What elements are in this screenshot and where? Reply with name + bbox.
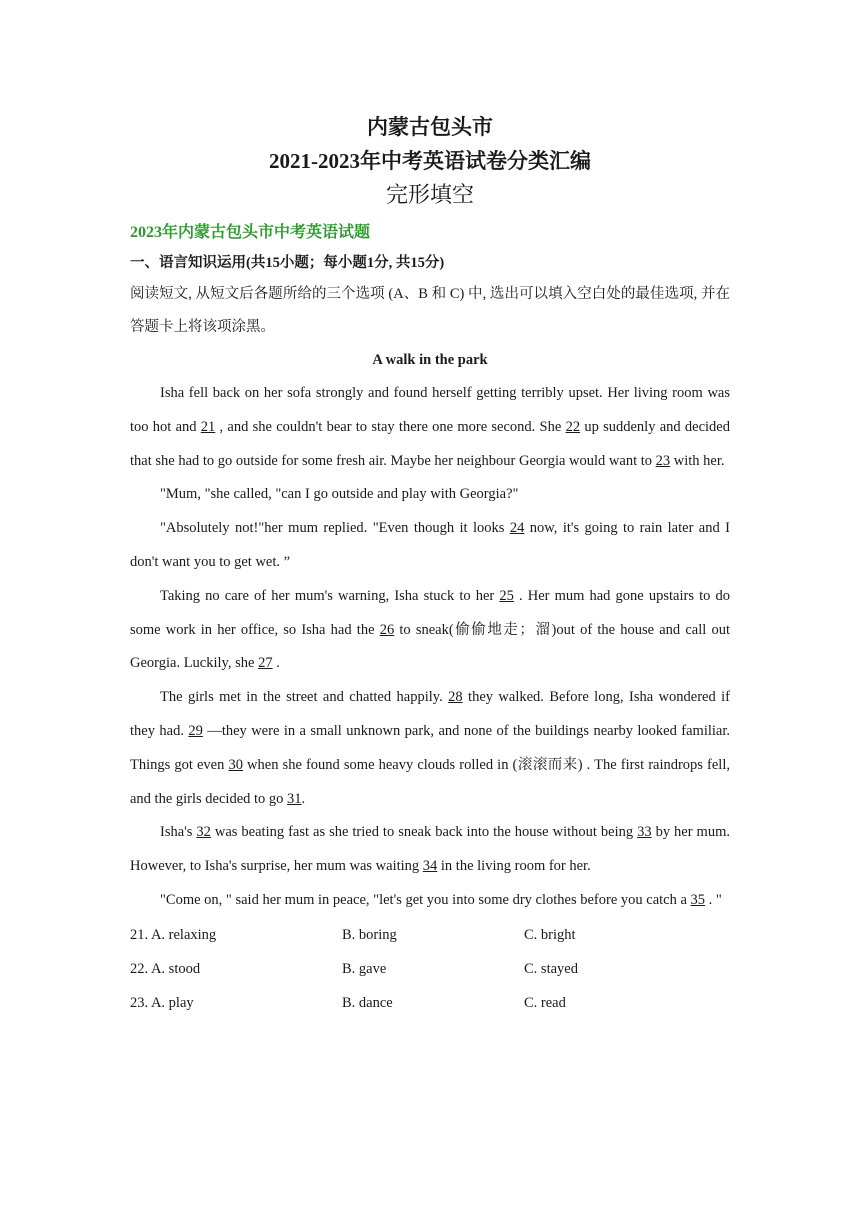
passage-title: A walk in the park bbox=[372, 352, 488, 368]
option-b: B. dance bbox=[342, 994, 393, 1011]
option-b: B. gave bbox=[342, 960, 387, 977]
text-run: . Her mum had gone upstairs to do some work in her office, so Isha had the bbox=[130, 587, 730, 638]
text-run: "Absolutely not!"her mum replied. "Even though it looks bbox=[160, 520, 510, 537]
option-row-22 bbox=[130, 952, 730, 986]
option-b: B. boring bbox=[342, 926, 397, 943]
paragraph-4 bbox=[130, 580, 730, 681]
text-run: now, it's going to rain later and I don't want you to get wet. ” bbox=[130, 520, 730, 570]
blank-25: 25 bbox=[499, 587, 514, 604]
blank-21: 21 bbox=[200, 418, 216, 435]
option-row-23 bbox=[130, 986, 730, 1020]
text-run: when she found some heavy clouds rolled in (滚滚而来) . The first raindrops fell, and the girls decided to go bbox=[130, 756, 730, 807]
blank-23: 23 bbox=[655, 452, 671, 469]
text-run: was beating fast as she tried to sneak back into the house without being bbox=[210, 824, 638, 841]
text-run: , and she couldn't bear to stay there one more second. She bbox=[215, 418, 566, 435]
blank-30: 30 bbox=[228, 756, 243, 773]
blank-29: 29 bbox=[188, 722, 203, 739]
blank-31: 31 bbox=[287, 790, 302, 807]
text-run: "Come on, " said her mum in peace, "let's get you into some dry clothes before you catch a bbox=[160, 891, 691, 908]
option-c: C. read bbox=[524, 994, 566, 1011]
text-run: they walked. Before long, Isha wondered if they had. bbox=[130, 689, 730, 739]
blank-22: 22 bbox=[565, 418, 581, 435]
paragraph-2: "Mum, "she called, "can I go outside and play with Georgia?" bbox=[160, 486, 519, 503]
blank-33: 33 bbox=[637, 824, 652, 841]
text-run: to sneak(偷偷地走；溜)out of the house and call out Georgia. Luckily, she bbox=[130, 621, 730, 672]
paragraph-3 bbox=[130, 512, 730, 580]
blank-26: 26 bbox=[379, 621, 395, 638]
option-c: C. stayed bbox=[524, 960, 578, 977]
blank-34: 34 bbox=[422, 858, 438, 875]
text-run: by her mum. However, to Isha's surprise, her mum was waiting bbox=[130, 824, 730, 875]
text-run: . bbox=[301, 790, 306, 807]
text-run: with her. bbox=[670, 452, 725, 469]
document-content bbox=[130, 110, 730, 1020]
paragraph-5 bbox=[130, 681, 730, 816]
blank-32: 32 bbox=[196, 824, 211, 841]
blank-27: 27 bbox=[258, 655, 273, 672]
blank-35: 35 bbox=[690, 891, 706, 908]
paragraph-6 bbox=[130, 816, 730, 884]
text-run: Isha's bbox=[160, 824, 197, 841]
text-run: . " bbox=[705, 891, 722, 908]
option-row-21 bbox=[130, 918, 730, 952]
text-run: Isha fell back on her sofa strongly and found herself getting terribly upset. Her living room was too hot and bbox=[130, 385, 730, 435]
section-heading: 2023年内蒙古包头市中考英语试题 bbox=[130, 224, 371, 241]
title-exam-collection: 2021-2023年中考英语试卷分类汇编 bbox=[269, 149, 591, 173]
title-cloze: 完形填空 bbox=[385, 182, 474, 207]
option-c: C. bright bbox=[524, 926, 576, 943]
paragraph-1 bbox=[130, 377, 730, 478]
instructions: 阅读短文, 从短文后各题所给的三个选项 (A、B 和 C) 中, 选出可以填入空白处的最佳选项, 并在答题卡上将该项涂黑。 bbox=[130, 286, 730, 335]
option-a: 21. A. relaxing bbox=[130, 926, 217, 943]
paragraph-7 bbox=[130, 884, 730, 918]
text-run: . bbox=[272, 655, 280, 672]
title-region: 内蒙古包头市 bbox=[367, 115, 493, 139]
blank-28: 28 bbox=[448, 689, 463, 706]
blank-24: 24 bbox=[509, 520, 525, 537]
part-heading: 一、语言知识运用(共15小题；每小题1分, 共15分) bbox=[130, 255, 445, 271]
text-run: Taking no care of her mum's warning, Isha stuck to her bbox=[160, 587, 500, 604]
option-a: 22. A. stood bbox=[130, 960, 201, 977]
text-run: in the living room for her. bbox=[437, 858, 591, 875]
text-run: —they were in a small unknown park, and none of the buildings nearby looked familiar. Things got even bbox=[130, 722, 730, 773]
text-run: up suddenly and decided that she had to go outside for some fresh air. Maybe her neighbour Georgia would want to bbox=[130, 418, 730, 469]
option-a: 23. A. play bbox=[130, 994, 194, 1011]
text-run: The girls met in the street and chatted happily. bbox=[160, 689, 449, 706]
answer-options bbox=[130, 918, 730, 1020]
